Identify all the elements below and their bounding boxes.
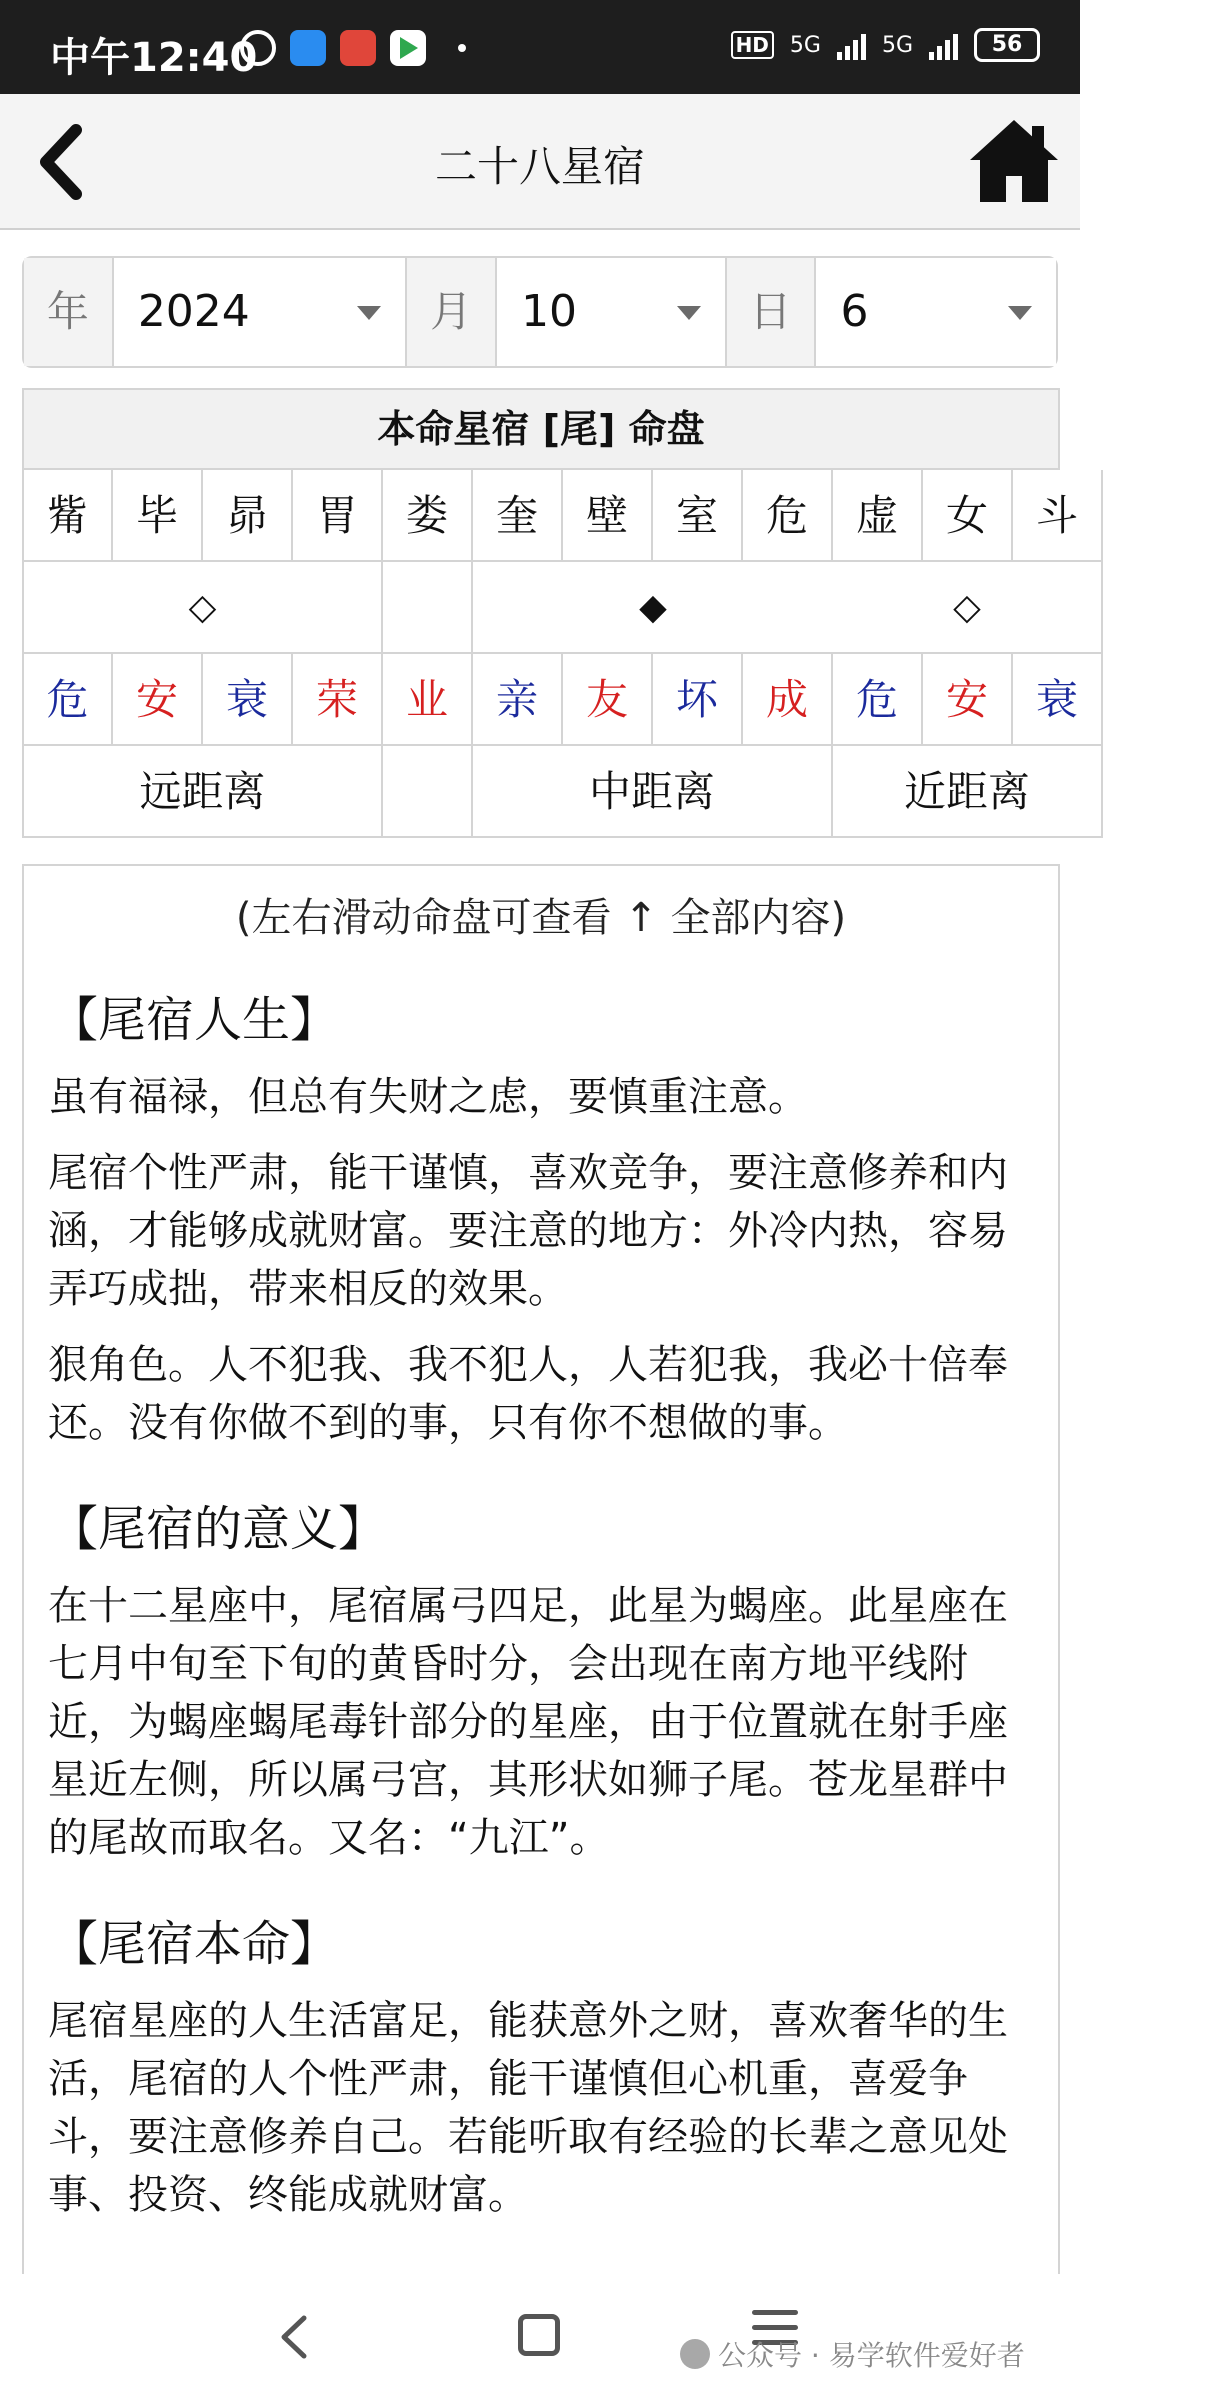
relation-cell: 成 — [743, 654, 833, 746]
star-cell: 壁 — [563, 470, 653, 562]
day-select[interactable] — [816, 258, 1056, 366]
home-button[interactable] — [966, 116, 1062, 206]
marker-cell — [383, 562, 473, 654]
destiny-chart[interactable] — [22, 388, 1078, 842]
month-value: 10 — [521, 286, 578, 337]
chevron-down-icon — [1008, 306, 1032, 320]
app-notification-icon — [290, 30, 326, 66]
section-paragraph: 在十二星座中，尾宿属弓四足，此星为蝎座。此星座在七月中旬至下旬的黄昏时分，会出现在南方地平线附近，为蝎座蝎尾毒针部分的星座，由于位置就在射手座星近左侧，所以属弓宫，其形状如狮子尾。苍龙星群中的尾故而取名。又名：“九江”。 — [48, 1583, 1008, 1861]
month-label: 月 — [407, 258, 497, 366]
distance-cell — [383, 746, 473, 838]
star-cell: 斗 — [1013, 470, 1103, 562]
relation-cell: 危 — [833, 654, 923, 746]
marker-cell: ◇ — [22, 562, 383, 654]
hd-voice-icon: HD — [731, 31, 774, 59]
chart-title: 本命星宿 [尾] 命盘 — [22, 388, 1060, 470]
watermark-text: 公众号 · 易学软件爱好者 — [718, 2339, 1025, 2372]
relation-cell: 友 — [563, 654, 653, 746]
section-paragraph: 虽有福禄，但总有失财之虑，要慎重注意。 — [48, 1074, 808, 1120]
year-value: 2024 — [137, 286, 250, 337]
section-destiny — [24, 1905, 1058, 2224]
date-picker — [22, 256, 1058, 368]
title-bar — [0, 94, 1080, 230]
relation-cell: 衰 — [1013, 654, 1103, 746]
star-cell: 胃 — [293, 470, 383, 562]
section-paragraph: 尾宿星座的人生活富足，能获意外之财，喜欢奢华的生活，尾宿的人个性严肃，能干谨慎但心机重，喜爱争斗，要注意修养自己。若能听取有经验的长辈之意见处事、投资、终能成就财富。 — [48, 1998, 1008, 2218]
month-select[interactable] — [497, 258, 727, 366]
status-right-icons — [731, 28, 1040, 62]
star-cell: 觜 — [22, 470, 113, 562]
status-notification-icons — [240, 30, 466, 66]
distance-cell: 中距离 — [473, 746, 833, 838]
network-type-2: 5G — [881, 32, 913, 58]
distance-cell: 近距离 — [833, 746, 1103, 838]
section-paragraph: 尾宿个性严肃，能干谨慎，喜欢竞争，要注意修养和内涵，才能够成就财富。要注意的地方：外冷内热，容易弄巧成拙，带来相反的效果。 — [48, 1150, 1008, 1312]
relation-cell: 荣 — [293, 654, 383, 746]
marker-cell: ◇ — [833, 562, 1103, 654]
year-select[interactable] — [114, 258, 407, 366]
menu-line — [752, 2310, 798, 2315]
section-life — [24, 981, 1058, 1452]
network-type-1: 5G — [789, 32, 821, 58]
section-title: 【尾宿的意义】 — [50, 1501, 387, 1557]
scroll-hint: (左右滑动命盘可查看 ↑ 全部内容) — [235, 895, 847, 941]
star-cell: 娄 — [383, 470, 473, 562]
status-bar — [0, 0, 1080, 94]
star-cell: 昴 — [203, 470, 293, 562]
distance-cell: 远距离 — [22, 746, 383, 838]
section-title: 【尾宿本命】 — [50, 1916, 339, 1972]
star-cell: 危 — [743, 470, 833, 562]
chevron-down-icon — [677, 306, 701, 320]
relation-cell: 衰 — [203, 654, 293, 746]
relation-cell: 安 — [923, 654, 1013, 746]
nav-back-button[interactable] — [270, 2312, 320, 2362]
status-time: 中午12:40 — [50, 35, 258, 81]
section-title: 【尾宿人生】 — [50, 992, 339, 1048]
signal-strength-icon-2 — [929, 30, 958, 60]
chevron-down-icon — [357, 306, 381, 320]
section-meaning — [24, 1490, 1058, 1867]
day-label: 日 — [727, 258, 817, 366]
star-cell: 毕 — [113, 470, 203, 562]
marker-cell-filled: ◆ — [473, 562, 833, 654]
relation-cell: 安 — [113, 654, 203, 746]
more-notifications-dot — [458, 44, 466, 52]
signal-strength-icon — [837, 30, 866, 60]
star-cell: 虚 — [833, 470, 923, 562]
menu-line — [752, 2325, 798, 2330]
battery-icon: 56 — [974, 28, 1040, 62]
page-title: 二十八星宿 — [434, 142, 645, 191]
nav-home-button[interactable] — [518, 2314, 560, 2356]
relation-cell: 业 — [383, 654, 473, 746]
day-value: 6 — [840, 286, 869, 337]
watermark — [680, 2334, 1025, 2374]
nav-back-icon — [270, 2312, 320, 2362]
relation-cell: 危 — [22, 654, 113, 746]
wechat-icon — [680, 2339, 710, 2369]
play-store-icon — [390, 30, 426, 66]
relation-cell: 坏 — [653, 654, 743, 746]
relation-cell: 亲 — [473, 654, 563, 746]
star-cell: 室 — [653, 470, 743, 562]
year-label: 年 — [24, 258, 114, 366]
system-nav-bar — [0, 2274, 1080, 2400]
star-cell: 女 — [923, 470, 1013, 562]
home-icon — [966, 116, 1062, 206]
alarm-icon — [240, 30, 276, 66]
content-panel[interactable] — [22, 864, 1060, 2274]
star-cell: 奎 — [473, 470, 563, 562]
section-paragraph: 狠角色。人不犯我、我不犯人，人若犯我，我必十倍奉还。没有你做不到的事，只有你不想做的事。 — [48, 1342, 1008, 1446]
app-notification-icon-red — [340, 30, 376, 66]
